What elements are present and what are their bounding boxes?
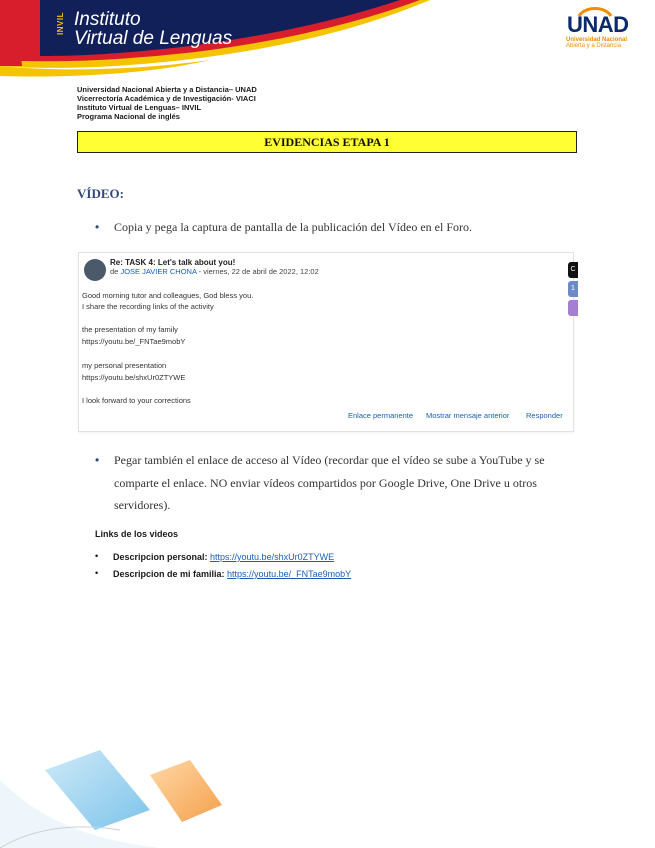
forum-text: the presentation of my family (82, 325, 178, 334)
evidence-title: EVIDENCIAS ETAPA 1 (77, 131, 577, 153)
author-link[interactable]: JOSE JAVIER CHONA (120, 267, 197, 276)
video-link[interactable]: https://youtu.be/shxUr0ZTYWE (210, 552, 335, 562)
forum-text: my personal presentation (82, 361, 167, 370)
avatar (84, 259, 106, 281)
invil-tag: INVIL (56, 12, 65, 35)
instruction-text: comparte el enlace. NO enviar vídeos compartidos por Google Drive, One Drive u otros (114, 476, 537, 490)
show-previous-link[interactable]: Mostrar mensaje anterior (426, 411, 510, 420)
link-item (113, 569, 351, 579)
forum-text: Good morning tutor and colleagues, God bless you. (82, 291, 254, 300)
reply-link[interactable]: Responder (526, 411, 563, 420)
bullet-icon: • (95, 453, 100, 467)
instruction-text: Copia y pega la captura de pantalla de la publicación del Vídeo en el Foro. (114, 220, 472, 234)
unad-logo-subtitle: Universidad Nacional (566, 37, 628, 43)
bullet-icon: • (95, 568, 99, 578)
banner-title-line2: Virtual de Lenguas (74, 28, 233, 49)
institution-line: Programa Nacional de inglés (77, 112, 180, 121)
banner-title-line1: Instituto (74, 9, 141, 30)
side-tab[interactable] (568, 300, 578, 316)
video-heading: VÍDEO: (77, 186, 124, 201)
unad-logo-subtitle: Abierta y a Distancia (566, 43, 622, 49)
institution-line: Vicerrectoría Académica y de Investigación- VIACI (77, 94, 256, 103)
post-date: - viernes, 22 de abril de 2022, 12:02 (198, 267, 319, 276)
forum-text: I look forward to your corrections (82, 396, 191, 405)
instruction-text: Pegar también el enlace de acceso al Vídeo (recordar que el vídeo se sube a YouTube y se (114, 453, 545, 467)
footer-decoration (0, 730, 260, 848)
instruction-text: servidores). (114, 498, 171, 512)
forum-link[interactable]: https://youtu.be/shxUr0ZTYWE (82, 373, 186, 382)
forum-post-title: Re: TASK 4: Let's talk about you! (110, 258, 236, 267)
forum-text: I share the recording links of the activity (82, 302, 214, 311)
link-label: Descripcion de mi familia: (113, 569, 228, 579)
permalink-link[interactable]: Enlace permanente (348, 411, 414, 420)
links-heading: Links de los videos (95, 529, 179, 539)
bullet-icon: • (95, 551, 99, 561)
byline-prefix: de (110, 267, 119, 276)
video-link[interactable]: https://youtu.be/_FNTae9mobY (227, 569, 352, 579)
bullet-icon: • (95, 220, 100, 234)
unad-logo-text: UNAD (567, 12, 629, 37)
institution-line: Universidad Nacional Abierta y a Distancia– UNAD (77, 85, 257, 94)
side-tab[interactable]: C (568, 262, 578, 278)
link-item (113, 552, 334, 562)
link-label: Descripcion personal: (113, 552, 211, 562)
forum-post-byline (110, 267, 319, 276)
institution-line: Instituto Virtual de Lenguas– INVIL (77, 103, 202, 112)
side-tab[interactable]: 1 (568, 281, 578, 297)
forum-link[interactable]: https://youtu.be/_FNTae9mobY (82, 337, 186, 346)
